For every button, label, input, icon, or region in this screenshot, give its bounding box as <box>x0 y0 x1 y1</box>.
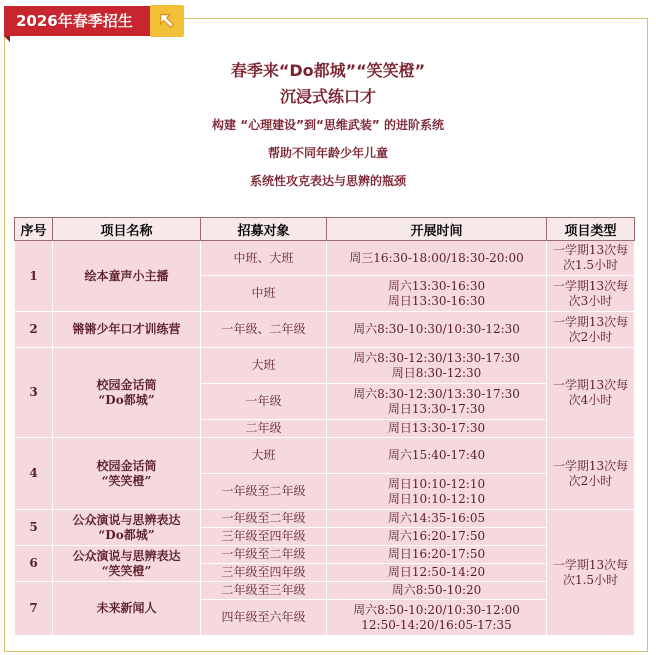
project-name-line: 公众演说与思辨表达 <box>72 512 181 527</box>
target-cell: 三年级至四年级 <box>201 528 327 546</box>
header-time: 开展时间 <box>327 218 547 241</box>
type-cell: 一学期13次每次3小时 <box>547 276 635 312</box>
target-cell: 一年级至二年级 <box>201 510 327 528</box>
target-cell: 一年级 <box>201 384 327 420</box>
table-row <box>15 510 635 528</box>
time-line: 周日13:30-16:30 <box>387 293 486 308</box>
table-header-row <box>15 218 635 241</box>
intro-subtitle: 沉浸式练口才 <box>279 87 376 106</box>
project-name-line: “Do都城” <box>98 527 155 542</box>
time-cell <box>327 474 547 510</box>
table-row <box>15 438 635 474</box>
project-name-line: 校园金话筒 <box>96 458 157 473</box>
table-row <box>15 348 635 384</box>
time-cell <box>327 384 547 420</box>
time-cell: 周六8:30-10:30/10:30-12:30 <box>327 312 547 348</box>
time-cell <box>327 348 547 384</box>
row-number: 7 <box>15 582 53 636</box>
target-cell: 一年级至二年级 <box>201 546 327 564</box>
header-type: 项目类型 <box>547 218 635 241</box>
header-index: 序号 <box>15 218 53 241</box>
time-line: 周日13:30-17:30 <box>387 401 486 416</box>
time-line: 周六8:30-12:30/13:30-17:30 <box>353 386 520 401</box>
type-cell: 一学期13次每次4小时 <box>547 348 635 438</box>
target-cell: 二年级至三年级 <box>201 582 327 600</box>
project-name <box>53 438 201 510</box>
row-number: 6 <box>15 546 53 582</box>
project-name: 未来新闻人 <box>53 582 201 636</box>
time-cell: 周日13:30-17:30 <box>327 420 547 438</box>
project-name <box>53 348 201 438</box>
time-line: 周六8:50-10:20/10:30-12:00 <box>353 602 520 617</box>
project-name-line: “Do都城” <box>98 392 155 407</box>
target-cell: 二年级 <box>201 420 327 438</box>
project-name-line: 公众演说与思辨表达 <box>72 548 181 563</box>
time-line: 周日10:10-12:10 <box>387 491 486 506</box>
banner-label: 2026年春季招生 <box>16 12 133 30</box>
row-number: 2 <box>15 312 53 348</box>
table-row <box>15 582 635 600</box>
target-cell: 四年级至六年级 <box>201 600 327 636</box>
project-name <box>53 546 201 582</box>
schedule-table <box>14 217 635 636</box>
intro-line-3: 系统性攻克表达与思辨的瓶颈 <box>249 174 406 188</box>
project-name-line: 校园金话筒 <box>96 377 157 392</box>
project-name <box>53 510 201 546</box>
target-cell: 三年级至四年级 <box>201 564 327 582</box>
time-cell <box>327 276 547 312</box>
time-line: 周日10:10-12:10 <box>387 476 486 491</box>
time-line: 周六8:30-12:30/13:30-17:30 <box>353 350 520 365</box>
time-cell <box>327 600 547 636</box>
header-project: 项目名称 <box>53 218 201 241</box>
time-cell: 周六16:20-17:50 <box>327 528 547 546</box>
time-line: 周日8:30-12:30 <box>391 365 482 380</box>
type-cell: 一学期13次每次1.5小时 <box>547 241 635 276</box>
table-row <box>15 241 635 276</box>
time-cell: 周六14:35-16:05 <box>327 510 547 528</box>
type-cell: 一学期13次每次2小时 <box>547 312 635 348</box>
time-cell: 周日16:20-17:50 <box>327 546 547 564</box>
row-number: 4 <box>15 438 53 510</box>
type-cell: 一学期13次每次1.5小时 <box>547 510 635 636</box>
project-name: 绘本童声小主播 <box>53 241 201 312</box>
row-number: 3 <box>15 348 53 438</box>
target-cell: 中班 <box>201 276 327 312</box>
target-cell: 一年级、二年级 <box>201 312 327 348</box>
intro-line-1: 构建 “心理建设”到“思维武装” 的进阶系统 <box>212 118 444 132</box>
intro-line-2: 帮助不同年龄少年儿童 <box>267 146 388 160</box>
target-cell: 大班 <box>201 438 327 474</box>
time-cell: 周三16:30-18:00/18:30-20:00 <box>327 241 547 276</box>
table-row <box>15 312 635 348</box>
target-cell: 一年级至二年级 <box>201 474 327 510</box>
time-cell: 周日12:50-14:20 <box>327 564 547 582</box>
header-target: 招募对象 <box>201 218 327 241</box>
project-name-line: “笑笑橙” <box>101 563 152 578</box>
time-line: 12:50-14:20/16:05-17:35 <box>361 617 512 632</box>
project-name: 锵锵少年口才训练营 <box>53 312 201 348</box>
table-row <box>15 546 635 564</box>
time-cell: 周六15:40-17:40 <box>327 438 547 474</box>
time-line: 周六13:30-16:30 <box>387 278 486 293</box>
target-cell: 中班、大班 <box>201 241 327 276</box>
project-name-line: “笑笑橙” <box>101 473 152 488</box>
enrollment-banner <box>4 6 154 36</box>
row-number: 5 <box>15 510 53 546</box>
type-cell: 一学期13次每次2小时 <box>547 438 635 510</box>
target-cell: 大班 <box>201 348 327 384</box>
intro-title: 春季来“Do都城”“笑笑橙” <box>230 61 426 80</box>
time-cell: 周六8:50-10:20 <box>327 582 547 600</box>
banner-fold <box>4 36 10 42</box>
arrow-up-left-icon <box>150 5 184 37</box>
row-number: 1 <box>15 241 53 312</box>
